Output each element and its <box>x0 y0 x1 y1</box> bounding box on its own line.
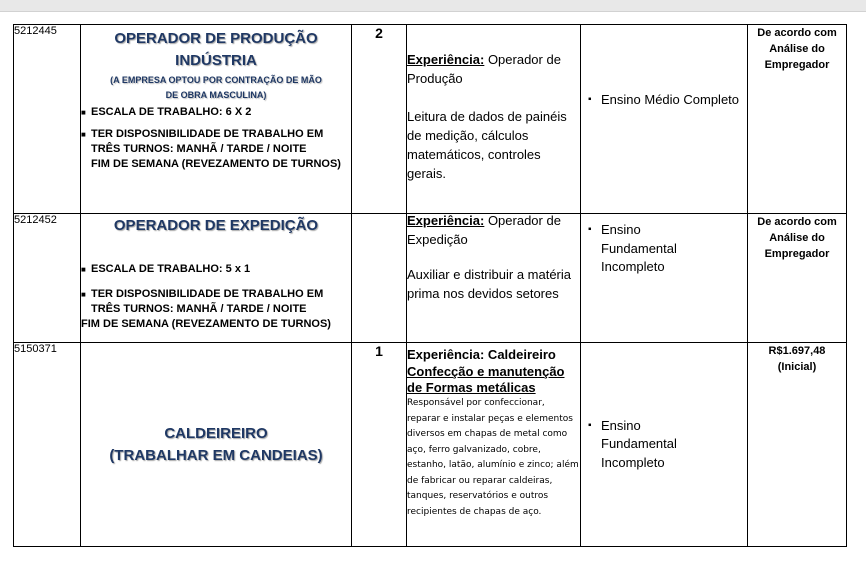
experience-value: Operador de Expedição <box>407 213 561 247</box>
job-title: OPERADOR DE EXPEDIÇÃO <box>113 217 319 234</box>
dot-bullet-icon: ▪ <box>588 224 592 235</box>
square-bullet-icon: ■ <box>81 108 86 117</box>
job-title-line2: INDÚSTRIA <box>175 52 257 69</box>
job-title-cell <box>81 25 352 214</box>
list-item <box>581 221 747 277</box>
salary-text: R$1.697,48 <box>768 345 826 357</box>
weekend-rotation: (REVEZAMENTO DE TURNOS) <box>171 318 331 330</box>
education-requirement: Ensino Fundamental Incompleto <box>601 417 677 470</box>
square-bullet-icon: ■ <box>81 265 86 274</box>
salary-text: De acordo com <box>757 216 837 228</box>
job-description: Leitura de dados de painéis de medição, cálculos matemáticos, controles gerais. <box>407 109 567 181</box>
job-title: OPERADOR DE PRODUÇÃO <box>114 30 318 47</box>
experience-label: Experiência: <box>407 52 485 67</box>
list-item <box>581 91 747 110</box>
experience-value: Operador de Produção <box>407 52 561 86</box>
salary-text-line2: (Inicial) <box>777 361 817 373</box>
dot-bullet-icon: ▪ <box>588 94 592 105</box>
weekend-label: FIM DE SEMANA <box>91 158 182 170</box>
salary-text-line2: Análise do <box>769 232 825 244</box>
job-code: 5150371 <box>14 343 81 547</box>
table-row <box>14 25 847 214</box>
job-title-cell <box>81 214 352 343</box>
salary-cell <box>748 25 847 214</box>
list-item <box>581 417 747 473</box>
salary-cell <box>748 343 847 547</box>
education-requirement: Ensino Fundamental Incompleto <box>601 222 677 274</box>
availability-text-line2: TRÊS TURNOS: MANHÃ / TARDE / NOITE <box>91 303 307 315</box>
salary-text-line3: Empregador <box>764 248 830 260</box>
requirements-cell <box>581 343 748 547</box>
salary-text: De acordo com <box>757 27 837 39</box>
experience-label: Experiência: <box>407 213 485 228</box>
requirements-cell <box>581 25 748 214</box>
table-row <box>14 343 847 547</box>
square-bullet-icon: ■ <box>81 130 86 139</box>
vacancy-count: 2 <box>352 25 407 214</box>
window-top-strip <box>0 0 866 12</box>
salary-text-line3: Empregador <box>764 59 830 71</box>
weekend-rotation: (REVEZAMENTO DE TURNOS) <box>181 158 341 170</box>
job-title-line2: (TRABALHAR EM CANDEIAS) <box>109 446 323 464</box>
schedule-text: ESCALA DE TRABALHO: 6 X 2 <box>91 106 252 118</box>
job-description-cell <box>407 343 581 547</box>
availability-text: TER DISPOSNIBILIDADE DE TRABALHO EM <box>91 288 324 300</box>
job-vacancies-table <box>13 24 847 547</box>
job-description: Auxiliar e distribuir a matéria prima nos devidos setores <box>407 267 572 301</box>
job-title-cell <box>81 343 352 547</box>
list-item <box>81 127 351 142</box>
requirements-cell <box>581 214 748 343</box>
vacancy-count: 1 <box>352 343 407 547</box>
experience-line <box>407 50 580 88</box>
experience-detail: Confecção e manutenção de Formas metálicas <box>407 364 565 395</box>
job-description-cell <box>407 214 581 343</box>
dot-bullet-icon: ▪ <box>588 419 592 431</box>
salary-cell <box>748 214 847 343</box>
vacancy-count <box>352 214 407 343</box>
availability-text: TER DISPOSNIBILIDADE DE TRABALHO EM <box>91 128 324 140</box>
list-item <box>81 287 351 302</box>
experience-line <box>407 214 580 250</box>
job-note: (A EMPRESA OPTOU POR CONTRAÇÃO DE MÃO <box>110 75 322 85</box>
list-item <box>81 262 351 277</box>
job-code: 5212445 <box>14 25 81 214</box>
weekend-text <box>81 157 351 172</box>
schedule-text: ESCALA DE TRABALHO: 5 x 1 <box>91 263 251 275</box>
availability-text-line2: TRÊS TURNOS: MANHÃ / TARDE / NOITE <box>91 143 307 155</box>
salary-text-line2: Análise do <box>769 43 825 55</box>
weekend-text <box>81 317 351 332</box>
weekend-label: FIM DE SEMANA <box>81 318 172 330</box>
square-bullet-icon: ■ <box>81 290 86 299</box>
table-row <box>14 214 847 343</box>
job-title: CALDEIREIRO <box>164 424 268 442</box>
experience-line: Experiência: Caldeireiro <box>407 347 556 362</box>
job-description: Responsável por confeccionar, reparar e instalar peças e elementos diversos em chapas de metal como aço, ferro galvanizado, cobre, estanho, latão, alumínio e zinco; além de fabricar ou reparar caldeiras, tanques, reservatórios e outros recipientes de chapas de aço. <box>407 398 579 517</box>
list-item <box>81 105 351 120</box>
job-code: 5212452 <box>14 214 81 343</box>
education-requirement: Ensino Médio Completo <box>601 92 740 107</box>
job-note-line2: DE OBRA MASCULINA) <box>165 90 267 100</box>
job-description-cell <box>407 25 581 214</box>
